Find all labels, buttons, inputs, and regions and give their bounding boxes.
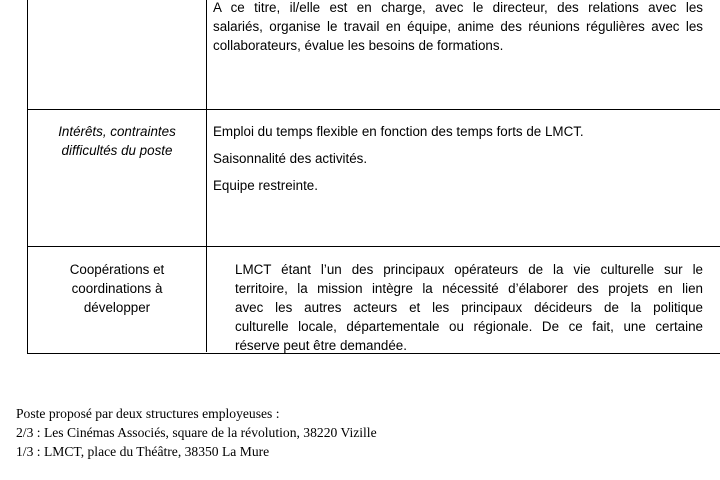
row3-line-3: avec les autres acteurs et les principaux décideurs de la politique — [235, 300, 703, 315]
row3-label-line-1: Coopérations et — [69, 262, 165, 277]
row2-item-3: Equipe restreinte. — [213, 178, 318, 193]
row3-line-4: culturelle locale, départementale ou régionale. De ce fait, une certaine — [235, 319, 703, 334]
employer-note-line-2: 2/3 : Les Cinémas Associés, square de la révolution, 38220 Vizille — [16, 425, 377, 440]
employer-note-line-3: 1/3 : LMCT, place du Théâtre, 38350 La Mure — [16, 444, 270, 459]
job-description-table — [27, 0, 720, 354]
row2-item-1: Emploi du temps flexible en fonction des temps forts de LMCT. — [213, 124, 584, 139]
row3-line-2: territoire, la mission intègre la nécessité d’élaborer des projets en lien — [235, 281, 703, 296]
row1-content — [213, 0, 703, 55]
row-divider-1 — [28, 109, 720, 110]
column-divider — [206, 0, 207, 352]
row2-label — [30, 122, 204, 160]
row3-line-5: réserve peut être demandée. — [235, 338, 407, 353]
row3-label-line-2: coordinations à — [71, 281, 163, 296]
employer-note — [16, 404, 377, 461]
row1-line-3: collaborateurs, évalue les besoins de formations. — [213, 38, 504, 53]
row2-label-line-1: Intérêts, contraintes — [58, 124, 176, 139]
row2-item-2: Saisonnalité des activités. — [213, 151, 368, 166]
row1-line-2: salariés, organise le travail en équipe, anime des réunions régulières avec les — [213, 19, 703, 34]
employer-note-line-1: Poste proposé par deux structures employeuses : — [16, 406, 280, 421]
row3-label — [30, 260, 204, 317]
row-divider-2 — [28, 246, 720, 247]
row2-label-line-2: difficultés du poste — [61, 143, 173, 158]
row3-label-line-3: développer — [83, 300, 151, 315]
row3-content — [235, 260, 703, 355]
row2-content — [213, 122, 703, 195]
row1-line-1: A ce titre, il/elle est en charge, avec le directeur, des relations avec les — [213, 0, 703, 15]
row3-line-1: LMCT étant l’un des principaux opérateurs de la vie culturelle sur le — [235, 262, 703, 277]
